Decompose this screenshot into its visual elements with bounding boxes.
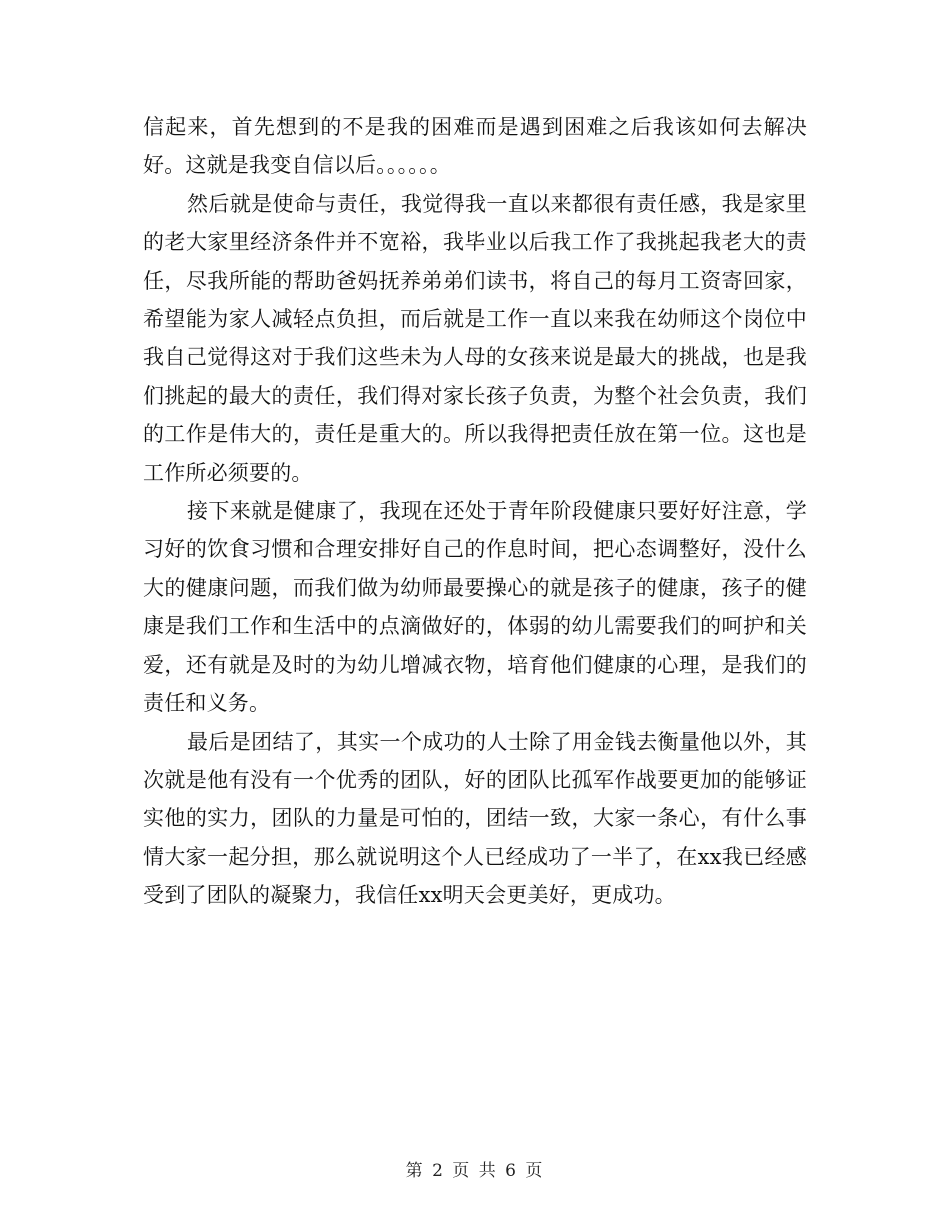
paragraph-responsibility: 然后就是使命与责任，我觉得我一直以来都很有责任感，我是家里的老大家里经济条件并不宽裕，我毕业以后我工作了我挑起我老大的责任，尽我所能的帮助爸妈抚养弟弟们读书，将自己的每月工资寄回家，希望能为家人减轻点负担，而后就是工作一直以来我在幼师这个岗位中我自己觉得这对于我们这些未为人母的女孩来说是最大的挑战，也是我们挑起的最大的责任，我们得对家长孩子负责，为整个社会负责，我们的工作是伟大的，责任是重大的。所以我得把责任放在第一位。这也是工作所必须要的。 [143, 191, 807, 485]
document-body [143, 108, 807, 915]
paragraph-continuation: 信起来，首先想到的不是我的困难而是遇到困难之后我该如何去解决好。这就是我变自信以后。。。。。。 [143, 115, 807, 178]
page-number: 第 2 页 共 6 页 [405, 1161, 545, 1181]
paragraph-teamwork: 最后是团结了，其实一个成功的人士除了用金钱去衡量他以外，其次就是他有没有一个优秀的团队，好的团队比孤军作战要更加的能够证实他的实力，团队的力量是可怕的，团结一致，大家一条心，有什么事情大家一起分担，那么就说明这个人已经成功了一半了，在xx我已经感受到了团队的凝聚力，我信任xx明天会更美好，更成功。 [143, 729, 807, 908]
paragraph-health: 接下来就是健康了，我现在还处于青年阶段健康只要好好注意，学习好的饮食习惯和合理安排好自己的作息时间，把心态调整好，没什么大的健康问题，而我们做为幼师最要操心的就是孩子的健康，孩子的健康是我们工作和生活中的点滴做好的，体弱的幼儿需要我们的呵护和关爱，还有就是及时的为幼儿增减衣物，培育他们健康的心理，是我们的责任和义务。 [143, 499, 807, 716]
